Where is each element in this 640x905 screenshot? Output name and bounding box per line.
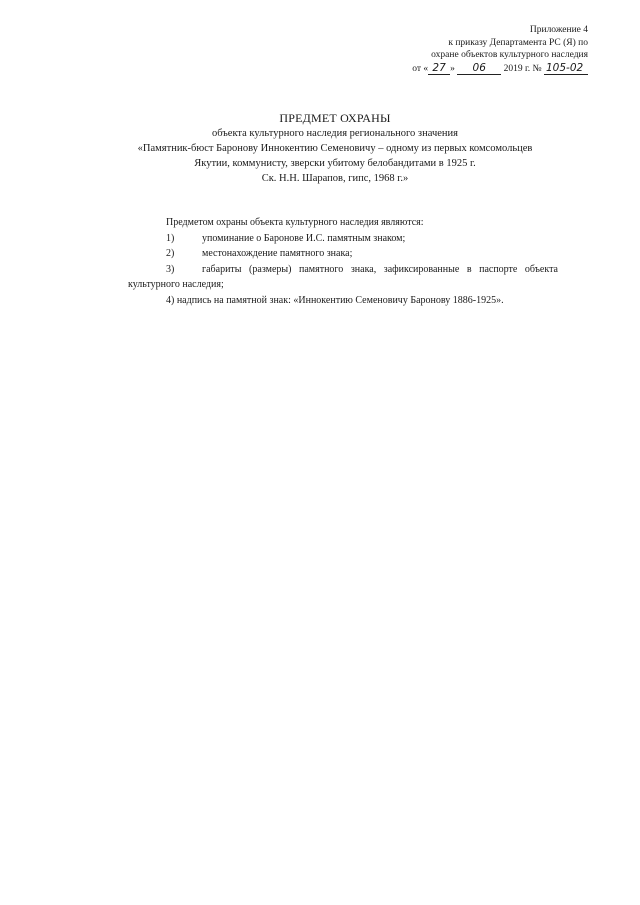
order-date-prefix: от « (412, 63, 429, 74)
list-item (128, 262, 558, 278)
order-date-number (348, 63, 588, 76)
order-date-mid: » (450, 63, 455, 74)
order-year-text: 2019 г. № (503, 63, 542, 74)
list-item-number: 1) (166, 232, 175, 244)
handwritten-month: 06 (457, 63, 501, 75)
list-item-number: 2) (166, 248, 175, 259)
document-title: ПРЕДМЕТ ОХРАНЫ (279, 111, 391, 125)
inscription-item: 4) надпись на памятной знак: «Иннокентию Семеновичу Баронову 1886-1925». (166, 294, 504, 306)
department-name: охране объектов культурного наследия (431, 50, 588, 60)
list-item-text: местонахождение памятного знака; (202, 248, 353, 259)
order-reference: к приказу Департамента РС (Я) по (448, 37, 588, 48)
list-item-number: 3) (166, 263, 175, 275)
handwritten-day: 27 (428, 63, 450, 75)
list-item (128, 231, 558, 247)
intro-paragraph: Предметом охраны объекта культурного наследия являются: (166, 217, 424, 228)
appendix-number: Приложение 4 (529, 25, 588, 35)
appendix-header (348, 24, 588, 75)
body-text (128, 215, 558, 308)
subtitle-line-1: объекта культурного наследия регионального значения (212, 128, 458, 139)
list-item (128, 246, 558, 262)
list-item-text: упоминание о Баронове И.С. памятным знаком; (202, 232, 406, 244)
handwritten-order-number: 105-02 (544, 63, 588, 75)
list-item-text: габариты (размеры) памятного знака, зафиксированные в паспорте объекта (202, 263, 558, 275)
title-block (100, 110, 570, 186)
list-item-continuation: культурного наследия; (128, 279, 224, 290)
subtitle-line-4: Ск. Н.Н. Шарапов, гипс, 1968 г.» (261, 173, 409, 184)
subtitle-line-3: Якутии, коммунисту, зверски убитому белобандитами в 1925 г. (194, 158, 476, 169)
subtitle-line-2: «Памятник-бюст Баронову Иннокентию Семеновичу – одному из первых комсомольцев (137, 143, 533, 154)
